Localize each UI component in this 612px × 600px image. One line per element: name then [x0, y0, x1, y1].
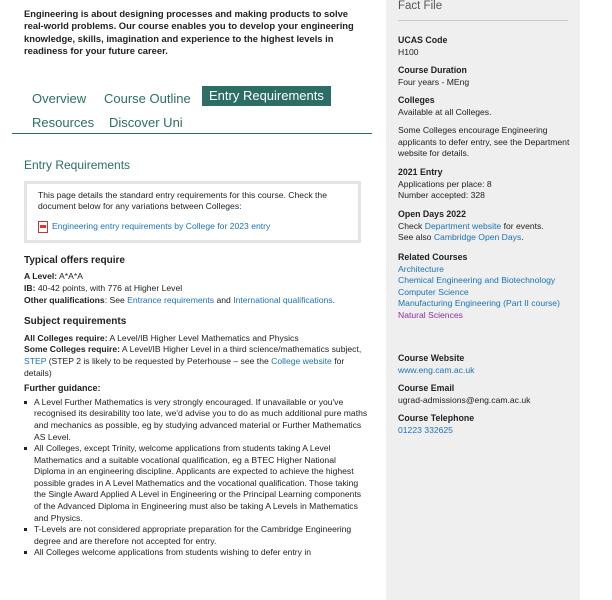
step-link[interactable]: STEP	[24, 355, 47, 366]
subject-requirements-section	[24, 316, 369, 379]
colleges-value: Available at all Colleges.	[398, 106, 492, 117]
further-guidance-section	[24, 383, 369, 559]
tab-overview[interactable]: Overview	[32, 91, 87, 106]
open-check-text: Check	[398, 220, 423, 231]
alevel-label: A Level:	[24, 271, 58, 282]
some-colleges-value: A Level/IB Higher Level in a third science/mathematics subject,	[121, 344, 362, 355]
period: .	[332, 294, 335, 305]
tab-resources[interactable]: Resources	[32, 115, 95, 130]
guidance-list	[24, 397, 369, 559]
tab-discover-uni[interactable]: Discover Uni	[109, 115, 183, 130]
course-telephone-block	[398, 413, 573, 436]
ucas-code-label: UCAS Code	[398, 35, 448, 45]
fact-file-divider	[398, 20, 568, 21]
course-website-block	[398, 353, 573, 376]
tab-entry-requirements[interactable]: Entry Requirements	[202, 86, 331, 106]
list-item: A Level Further Mathematics is very strongly encouraged. If unavailable or you've recognised its desirability too late, we'd advise you to do as much additional pure maths and mechanics as possible, eg by studying advanced material or Further Mathematics AS Level.	[34, 396, 368, 442]
course-email-value: ugrad-admissions@eng.cam.ac.uk	[398, 394, 531, 405]
list-item: T-Levels are not considered appropriate preparation for the Cambridge Engineering degree and are therefore not accepted for entry.	[34, 524, 369, 547]
open-days-block	[398, 209, 573, 244]
list-item: All Colleges, except Trinity, welcome applications from students taking A Level Mathematics and a suitable vocational qualification, eg a BTEC Higher National Diploma in an engineering discipline. Applicants are expected to achieve the highest possible grades in A Level Mathematics and the vocational qualification. Those taking the Single Award Applied A Level in Engineering or the Principal Learning components of the Advanced Diploma in Engineering must also be taking A Levels in Mathematics and Physics.	[34, 443, 369, 524]
course-duration-label: Course Duration	[398, 65, 467, 75]
course-email-label: Course Email	[398, 383, 455, 393]
pdf-link[interactable]: Engineering entry requirements by College for 2023 entry	[52, 220, 271, 231]
open-for-text: for events.	[503, 220, 544, 231]
course-tabs	[12, 86, 372, 134]
course-website-link[interactable]: www.eng.cam.ac.uk	[398, 364, 475, 375]
department-website-link[interactable]: Department website	[424, 220, 502, 231]
pdf-download[interactable]	[38, 221, 348, 233]
entry-note-text: This page details the standard entry requirements for this course. Check the document below for any variations between Colleges:	[38, 189, 327, 212]
course-email-block	[398, 383, 573, 406]
colleges-note: Some Colleges encourage Engineering applicants to defer entry, see the Department website for details.	[398, 125, 570, 159]
related-course-link[interactable]: Natural Sciences	[398, 309, 463, 320]
entry-note-box	[24, 181, 361, 243]
ucas-code-value: H100	[398, 46, 419, 57]
pdf-icon	[38, 221, 48, 233]
course-website-label: Course Website	[398, 353, 465, 363]
college-website-link[interactable]: College website	[271, 355, 332, 366]
related-course-link[interactable]: Computer Science	[398, 286, 469, 297]
and-text: and	[216, 294, 231, 305]
international-qualifications-link[interactable]: International qualifications	[233, 294, 333, 305]
tab-course-outline[interactable]: Course Outline	[104, 91, 191, 106]
typical-offers-heading: Typical offers require	[24, 254, 125, 266]
related-course-link[interactable]: Architecture	[398, 263, 444, 274]
course-intro: Engineering is about designing processes and making products to solve real-world problems. Our course enables you to develop your engineering knowledge, skills, imagination and experience to the highest levels in readiness for your future career.	[24, 8, 354, 57]
open-end: .	[521, 232, 524, 243]
related-course-link[interactable]: Manufacturing Engineering (Part II course)	[398, 298, 560, 309]
related-course-link[interactable]: Chemical Engineering and Biotechnology	[398, 275, 556, 286]
some-colleges-label: Some Colleges require:	[24, 344, 120, 355]
applications-per-place: Applications per place: 8	[398, 178, 492, 189]
entry-stats-label: 2021 Entry	[398, 167, 443, 177]
ib-label: IB:	[24, 282, 36, 293]
further-guidance-heading: Further guidance:	[24, 383, 101, 394]
some-colleges-note: (STEP 2 is likely to be requested by Peterhouse – see the	[48, 355, 269, 366]
open-see-text: See also	[398, 232, 432, 243]
course-duration-value: Four years - MEng	[398, 76, 470, 87]
subject-requirements-heading: Subject requirements	[24, 316, 127, 328]
all-colleges-label: All Colleges require:	[24, 332, 108, 343]
alevel-value: A*A*A	[59, 271, 83, 282]
fact-file-title: Fact File	[398, 0, 443, 12]
related-courses-block	[398, 252, 573, 322]
ib-value: 40-42 points, with 776 at Higher Level	[37, 282, 183, 293]
open-days-label: Open Days 2022	[398, 209, 466, 219]
all-colleges-value: A Level/IB Higher Level Mathematics and Physics	[109, 332, 299, 343]
other-sep: : See	[104, 294, 125, 305]
other-qualifications-label: Other qualifications	[24, 294, 105, 305]
fact-file-sidebar	[386, 0, 580, 600]
entry-requirements-panel	[24, 160, 369, 559]
typical-offers-section	[24, 255, 369, 306]
list-item: All Colleges welcome applications from students wishing to defer entry in	[34, 547, 369, 559]
course-telephone-link[interactable]: 01223 332625	[398, 424, 453, 435]
cambridge-open-days-link[interactable]: Cambridge Open Days	[433, 232, 522, 243]
some-colleges-note-end: for details)	[24, 355, 345, 378]
entrance-requirements-link[interactable]: Entrance requirements	[127, 294, 215, 305]
related-courses-label: Related Courses	[398, 252, 468, 262]
course-duration-block	[398, 65, 573, 88]
colleges-label: Colleges	[398, 95, 435, 105]
course-telephone-label: Course Telephone	[398, 413, 475, 423]
colleges-block	[398, 95, 573, 160]
ucas-code-block	[398, 35, 573, 58]
entry-requirements-heading: Entry Requirements	[24, 158, 131, 172]
number-accepted: Number accepted: 328	[398, 190, 485, 201]
entry-stats-block	[398, 167, 573, 202]
